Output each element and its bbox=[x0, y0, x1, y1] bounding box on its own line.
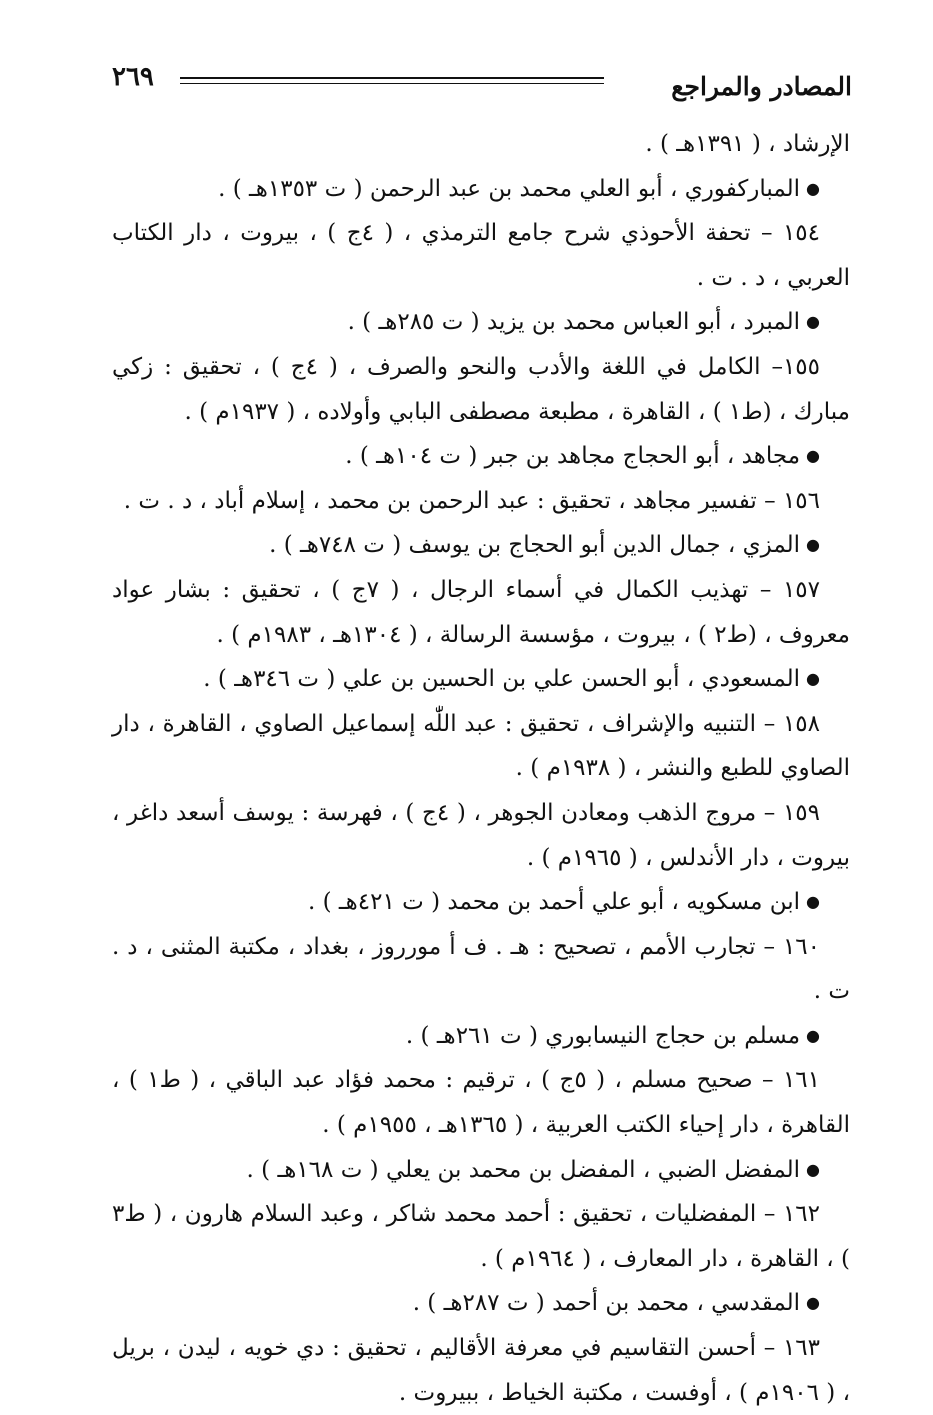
bullet-icon: ● bbox=[806, 312, 820, 332]
bullet-icon: ● bbox=[806, 446, 820, 466]
page-number: ٢٦٩ bbox=[112, 62, 154, 92]
book-entry: ١٦٢ – المفضليات ، تحقيق : أحمد محمد شاكر ، وعبد السلام هارون ، ( ط٣ ) ، القاهرة ، دار المعارف ، ( ١٩٦٤م ) . bbox=[112, 1201, 850, 1272]
bullet-icon: ● bbox=[806, 892, 820, 912]
book-entry: ١٥٩ – مروج الذهب ومعادن الجوهر ، ( ٤ج ) ، فهرسة : يوسف أسعد داغر ، بيروت ، دار الأندلس ، ( ١٩٦٥م ) . bbox=[112, 799, 850, 871]
page-header bbox=[112, 60, 852, 104]
author-entry: ●المسعودي ، أبو الحسن علي بن الحسين بن علي ( ت ٣٤٦هـ ) . bbox=[112, 657, 850, 702]
book-entry: ١٥٤ – تحفة الأحوذي شرح جامع الترمذي ، ( ٤ج ) ، بيروت ، دار الكتاب العربي ، د . ت . bbox=[112, 220, 850, 291]
entry-continuation: الإرشاد ، ( ١٣٩١هـ ) . bbox=[645, 131, 850, 157]
running-title: المصادر والمراجع bbox=[671, 72, 852, 101]
header-rule-top bbox=[180, 77, 604, 79]
book-entry: ١٥٦ – تفسير مجاهد ، تحقيق : عبد الرحمن بن محمد ، إسلام أباد ، د . ت . bbox=[123, 487, 820, 514]
bullet-icon: ● bbox=[806, 669, 820, 689]
author-entry: ●مسلم بن حجاج النيسابوري ( ت ٢٦١هـ ) . bbox=[112, 1014, 850, 1059]
book-entry: ١٥٨ – التنبيه والإشراف ، تحقيق : عبد اللّٰه إسماعيل الصاوي ، القاهرة ، دار الصاوي للطبع والنشر ، ( ١٩٣٨م ) . bbox=[112, 710, 850, 782]
book-entry: ١٦٠ – تجارب الأمم ، تصحيح : هـ . ف أ مورروز ، بغداد ، مكتبة المثنى ، د . ت . bbox=[112, 933, 850, 1005]
book-entry: ١٦٣ – أحسن التقاسيم في معرفة الأقاليم ، تحقيق : دي خويه ، ليدن ، بريل ، ( ١٩٠٦م ) ، أوفست ، مكتبة الخياط ، ببيروت . bbox=[112, 1335, 850, 1406]
author-entry: ●المبرد ، أبو العباس محمد بن يزيد ( ت ٢٨٥هـ ) . bbox=[112, 300, 850, 345]
bullet-icon: ● bbox=[806, 1293, 820, 1313]
bibliography-list bbox=[112, 122, 850, 1415]
book-entry: ١٦١ – صحيح مسلم ، ( ٥ج ) ، ترقيم : محمد فؤاد عبد الباقي ، ( ط١ ) ، القاهرة ، دار إحياء الكتب العربية ، ( ١٣٦٥هـ ، ١٩٥٥م ) . bbox=[112, 1067, 850, 1139]
author-entry: ●ابن مسكويه ، أبو علي أحمد بن محمد ( ت ٤٢١هـ ) . bbox=[112, 880, 850, 925]
header-rule-bottom bbox=[180, 83, 604, 84]
bullet-icon: ● bbox=[806, 178, 820, 198]
book-entry: ١٥٧ – تهذيب الكمال في أسماء الرجال ، ( ٧ج ) ، تحقيق : بشار عواد معروف ، (ط٢ ) ، بيروت ، مؤسسة الرسالة ، ( ١٣٠٤هـ ، ١٩٨٣م ) . bbox=[112, 576, 850, 648]
bullet-icon: ● bbox=[806, 535, 820, 555]
bullet-icon: ● bbox=[806, 1159, 820, 1179]
author-entry: ●المقدسي ، محمد بن أحمد ( ت ٢٨٧هـ ) . bbox=[112, 1281, 850, 1326]
author-entry: ●مجاهد ، أبو الحجاج مجاهد بن جبر ( ت ١٠٤هـ ) . bbox=[112, 434, 850, 479]
author-entry: ●المباركفوري ، أبو العلي محمد بن عبد الرحمن ( ت ١٣٥٣هـ ) . bbox=[112, 167, 850, 212]
author-entry: ●المزي ، جمال الدين أبو الحجاج بن يوسف ( ت ٧٤٨هـ ) . bbox=[112, 523, 850, 568]
bullet-icon: ● bbox=[806, 1025, 820, 1045]
book-entry: ١٥٥– الكامل في اللغة والأدب والنحو والصرف ، ( ٤ج ) ، تحقيق : زكي مبارك ، (ط١ ) ، القاهرة ، مطبعة مصطفى البابي وأولاده ، ( ١٩٣٧م ) . bbox=[112, 353, 850, 425]
author-entry: ●المفضل الضبي ، المفضل بن محمد بن يعلي ( ت ١٦٨هـ ) . bbox=[112, 1148, 850, 1193]
